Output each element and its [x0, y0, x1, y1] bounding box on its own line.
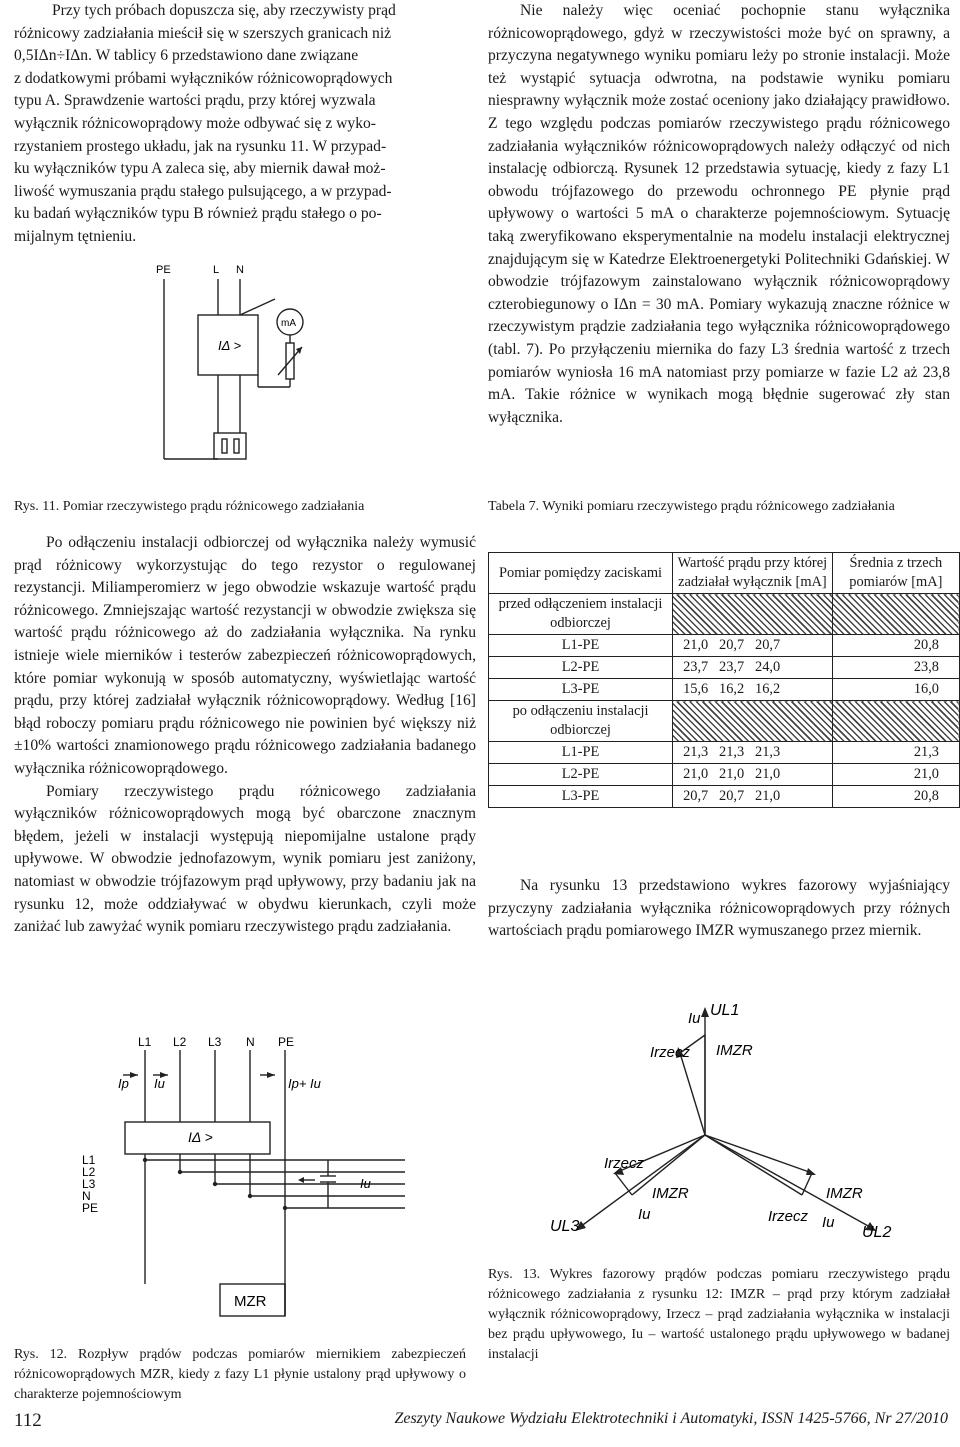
table-row: [489, 679, 960, 701]
left-body-text: [14, 532, 476, 939]
paragraph: Po odłączeniu instalacji odbiorczej od wyłącznika należy wymusić prąd różnicowy wykorzystując do tego rezystor o regulowanej rezystancji. Miliamperomierz w jego obwodzie wskazuje wartość prądu różnicowego. Zmniejszając wartość rezystancji w obwodzie zwiększa się wartość prądu różnicowego aż do zadziałania wyłącznika. Na rynku istnieje wiele mierników i testerów zabezpieczeń różnicowoprądowych, które pomiar wykonują w sposób automatyczny, wyświetlając wartość prądu, przy której zadziałał wyłącznik różnicowoprądowy. Według [16] błąd roboczy pomiaru prądu różnicowego nie powinien być większy niż ±10% wartości znamionowego prądu różnicowego zadziałania badanego wyłącznika różnicowoprądowego.: [14, 534, 476, 777]
top-label: N: [246, 1035, 255, 1049]
figure-13-caption: Rys. 13. Wykres fazorowy prądów podczas pomiaru rzeczywistego prądu różnicowego zadziałania z rysunku 12: IMZR – prąd przy którym zadziałał wyłącznik różnicowoprądowy, Irzecz – prąd zadziałania wyłącznika w instalacji bez prądu upływowego, Iu – wartość ustalonego prądu upływowego w badanej instalacji: [488, 1267, 950, 1362]
line: liwość wymuszania prądu stałego pulsującego, a w przypad-: [14, 182, 392, 200]
line: Przy tych próbach dopuszcza się, aby rzeczywisty prąd: [52, 2, 396, 19]
table-row: [489, 742, 960, 764]
figure-12-diagram: [60, 1030, 410, 1330]
line: ku badań wyłączników typu B również prądu stałego o po-: [14, 205, 382, 223]
line: wyłącznik różnicowoprądowy może odbywać się z wyko-: [14, 114, 376, 132]
imzr-right-label: IMZR: [826, 1185, 863, 1202]
header-cell: Pomiar pomiędzy zaciskami: [489, 553, 673, 594]
ip-label: Ip: [118, 1076, 129, 1091]
header-cell: Średnia z trzech pomiarów [mA]: [832, 553, 959, 594]
side-label: L1: [82, 1153, 96, 1167]
line: różnicowy zadziałania mieścił się w szerszych granicach niż: [14, 24, 392, 42]
side-label: N: [82, 1189, 91, 1203]
right-body-text: [488, 0, 950, 429]
side-label: L2: [82, 1165, 96, 1179]
section-cell: po odłączeniu instalacji odbiorczej: [489, 701, 673, 742]
page-number: 112: [14, 1410, 42, 1431]
line: 0,5IΔn÷IΔn. W tablicy 6 przedstawiono dane związane: [14, 47, 359, 65]
pair-cell: L3-PE: [489, 679, 673, 701]
top-label: L3: [208, 1035, 222, 1049]
rcd-label: IΔ >: [188, 1129, 213, 1145]
left-para-1: [14, 0, 476, 249]
imzr-top-label: IMZR: [716, 1042, 753, 1059]
line: z dodatkowymi próbami wyłączników różnicowoprądowych: [14, 69, 393, 87]
iu-left-label: Iu: [638, 1206, 651, 1223]
iu-label: Iu: [154, 1076, 165, 1091]
right-body-text-2: [488, 875, 950, 943]
ul1-label: UL1: [710, 1002, 740, 1019]
avg-cell: 20,8: [832, 635, 959, 657]
journal-footer: Zeszyty Naukowe Wydziału Elektrotechniki i Automatyki, ISSN 1425-5766, Nr 27/2010: [394, 1410, 948, 1427]
pair-cell: L2-PE: [489, 764, 673, 786]
hatched-cell: [673, 701, 833, 742]
n-label: N: [236, 264, 244, 276]
paragraph: Nie należy więc oceniać pochopnie stanu wyłącznika różnicowoprądowego, gdyż w rzeczywistości może być on sprawny, a przyczyna negatywnego wyniku pomiaru leży po stronie instalacji. Może też wystąpić sytuacja odwrotna, na podstawie wyniku pomiaru niesprawny wyłącznik może zostać oceniony jako działający prawidłowo. Z tego względu podczas pomiarów rzeczywistego prądu różnicowego zadziałania wyłączników różnicowoprądowych należy odłączyć od nich instalację odbiorczą. Rysunek 12 przedstawia sytuację, kiedy z fazy L1 obwodu trójfazowego do przewodu ochronnego PE płynie prąd upływowy o wartości 5 mA o charakterze pojemnościowym. Sytuację taką zweryfikowano eksperymentalnie na modelu instalacji elektrycznej znajdującym się w Katedrze Elektroenergetyki Politechniki Gdańskiej. W obwodzie trójfazowym zainstalowano wyłącznik różnicowoprądowy czterobiegunowy o IΔn = 30 mA. Pomiary wykazują znaczne różnice w rzeczywistym prądzie zadziałania tego wyłącznika różnicowoprądowego (tabl. 7). Po przyłączeniu miernika do fazy L3 średnia wartość z trzech pomiarów wyniosła 16 mA natomiast przy pomiarze w fazie L2 aż 23,8 mA. Takie różnice w wynikach mogą błędnie sugerować zły stan wyłącznika.: [488, 2, 950, 426]
values-cell: 15,6 16,2 16,2: [673, 679, 833, 701]
table-row: [489, 657, 960, 679]
figure-11-caption: Rys. 11. Pomiar rzeczywistego prądu różnicowego zadziałania: [14, 499, 365, 514]
meter-label: mA: [281, 318, 296, 329]
table-7-title: Tabela 7. Wyniki pomiaru rzeczywistego prądu różnicowego zadziałania: [488, 499, 895, 514]
table-header-row: [489, 553, 960, 594]
leak-label: Iu: [360, 1176, 371, 1191]
figure-12-caption: Rys. 12. Rozpływ prądów podczas pomiarów miernikiem zabezpieczeń różnicowoprądowych MZR, kiedy z fazy L1 płynie ustalony prąd upływowy o charakterze pojemnościowym: [14, 1347, 466, 1402]
values-cell: 21,0 21,0 21,0: [673, 764, 833, 786]
values-cell: 21,0 20,7 20,7: [673, 635, 833, 657]
ul3-label: UL3: [550, 1218, 580, 1235]
ip-iu-label: Ip+ Iu: [288, 1076, 321, 1091]
section-cell: przed odłączeniem instalacji odbiorczej: [489, 594, 673, 635]
iu-top-label: Iu: [688, 1010, 701, 1027]
line: mijalnym tętnieniu.: [14, 227, 137, 245]
irzecz-left-label: Irzecz: [604, 1155, 645, 1172]
values-cell: 21,3 21,3 21,3: [673, 742, 833, 764]
side-label: L3: [82, 1177, 96, 1191]
avg-cell: 21,3: [832, 742, 959, 764]
pair-cell: L1-PE: [489, 635, 673, 657]
line: ku wyłączników typu A zaleca się, aby miernik dawał moż-: [14, 160, 386, 178]
hatched-cell: [832, 594, 959, 635]
figure-13-phasor-diagram: [540, 985, 920, 1250]
imzr-left-label: IMZR: [652, 1185, 689, 1202]
pe-label: PE: [156, 264, 171, 276]
avg-cell: 20,8: [832, 786, 959, 808]
pair-cell: L1-PE: [489, 742, 673, 764]
values-cell: 23,7 23,7 24,0: [673, 657, 833, 679]
table-row: [489, 764, 960, 786]
rcd-label: IΔ >: [218, 338, 242, 353]
pair-cell: L3-PE: [489, 786, 673, 808]
table-7: [488, 552, 960, 808]
figure-11-diagram: [140, 255, 360, 475]
hatched-cell: [673, 594, 833, 635]
iu-right-label: Iu: [822, 1214, 835, 1231]
mzr-label: MZR: [234, 1293, 267, 1310]
avg-cell: 23,8: [832, 657, 959, 679]
paragraph: Na rysunku 13 przedstawiono wykres fazorowy wyjaśniający przyczyny zadziałania wyłącznika różnicowoprądowych przy różnych wartościach prądu pomiarowego IMZR wymuszanego przez miernik.: [488, 877, 950, 940]
top-label: L1: [138, 1035, 152, 1049]
table-section-row: [489, 701, 960, 742]
avg-cell: 21,0: [832, 764, 959, 786]
values-cell: 20,7 20,7 21,0: [673, 786, 833, 808]
irzecz-right-label: Irzecz: [768, 1208, 809, 1225]
table-row: [489, 786, 960, 808]
l-label: L: [213, 264, 220, 276]
pair-cell: L2-PE: [489, 657, 673, 679]
header-cell: Wartość prądu przy której zadziałał wyłącznik [mA]: [673, 553, 833, 594]
hatched-cell: [832, 701, 959, 742]
ul2-label: UL2: [862, 1224, 892, 1241]
irzecz-top-label: Irzecz: [650, 1044, 691, 1061]
top-label: L2: [173, 1035, 187, 1049]
top-label: PE: [278, 1035, 295, 1049]
paragraph: Pomiary rzeczywistego prądu różnicowego zadziałania wyłączników różnicowoprądowych mogą być obarczone znacznym błędem, jeżeli w instalacji występują niepomijalne ustalone prądy upływowe. W obwodzie jednofazowym, wynik pomiaru jest zaniżony, natomiast w obwodzie trójfazowym prąd upływowy, przy badaniu jak na rysunku 12, może oddziaływać w obydwu kierunkach, czyli może zaniżać lub zawyżać wynik pomiaru rzeczywistego prądu zadziałania.: [14, 782, 476, 936]
side-label: PE: [82, 1201, 99, 1215]
line: typu A. Sprawdzenie wartości prądu, przy której wyzwala: [14, 92, 376, 110]
table-section-row: [489, 594, 960, 635]
avg-cell: 16,0: [832, 679, 959, 701]
table-row: [489, 635, 960, 657]
line: rzystaniem prostego układu, jak na rysunku 11. W przypad-: [14, 137, 387, 155]
